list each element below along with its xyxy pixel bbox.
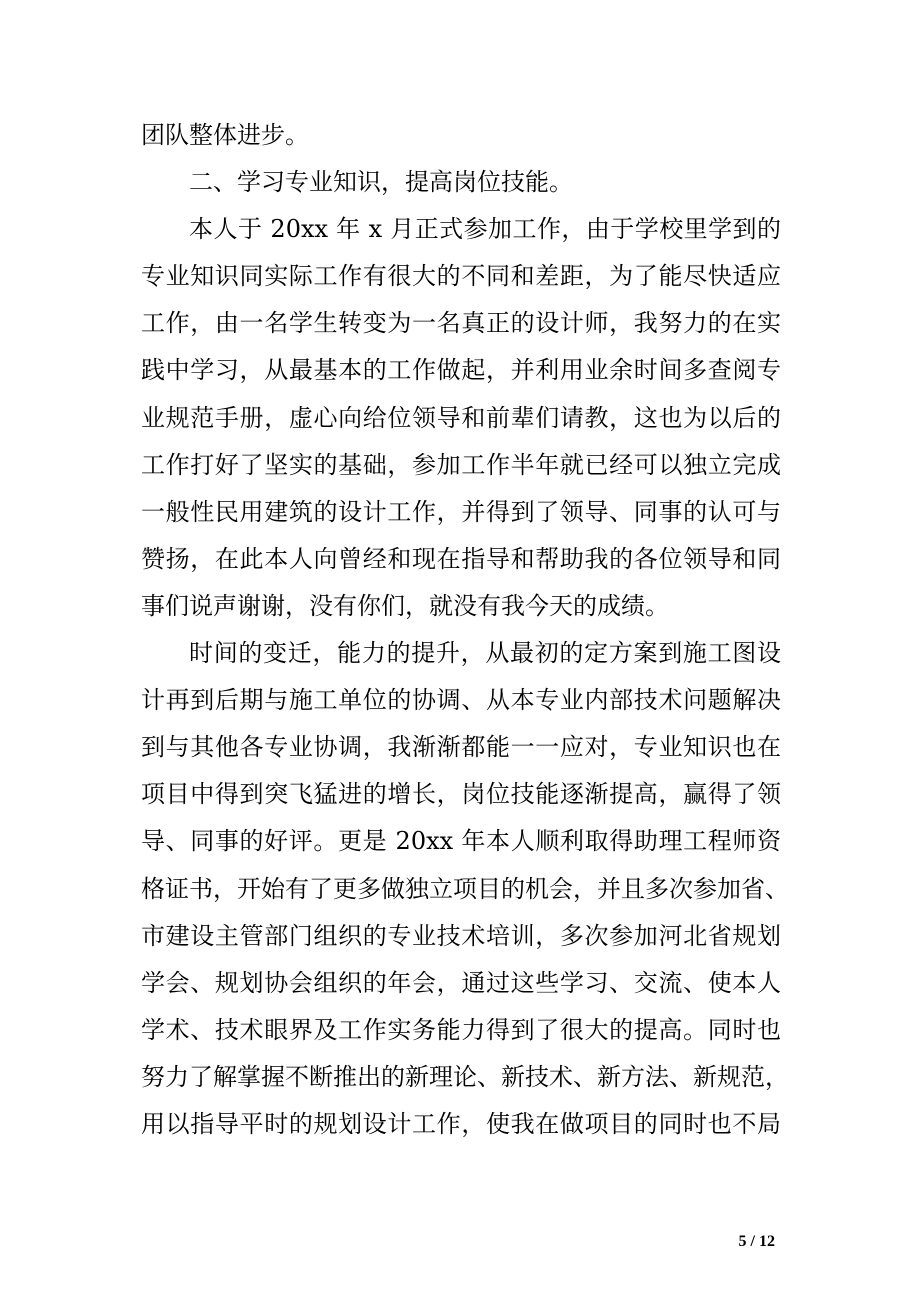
text-line: 践中学习，从最基本的工作做起，并利用业余时间多查阅专 (141, 356, 781, 385)
text-line: 工作打好了坚实的基础，参加工作半年就已经可以独立完成 (141, 450, 781, 479)
text-line: 计再到后期与施工单位的协调、从本专业内部技术问题解决 (141, 686, 781, 715)
text-line: 专业知识同实际工作有很大的不同和差距，为了能尽快适应 (141, 262, 781, 291)
text-line: 市建设主管部门组织的专业技术培训，多次参加河北省规划 (141, 921, 781, 950)
text-line: 导、同事的好评。更是 20xx 年本人顺利取得助理工程师资 (141, 827, 781, 856)
text-line: 团队整体进步。 (141, 121, 309, 149)
section-heading: 二、学习专业知识，提高岗位技能。 (189, 168, 573, 197)
text-line: 赞扬，在此本人向曾经和现在指导和帮助我的各位领导和同 (141, 544, 781, 573)
text-line: 学术、技术眼界及工作实务能力得到了很大的提高。同时也 (141, 1015, 781, 1044)
text-line: 到与其他各专业协调，我渐渐都能一一应对，专业知识也在 (141, 733, 781, 762)
text-line: 格证书，开始有了更多做独立项目的机会，并且多次参加省、 (141, 874, 789, 903)
text-line: 项目中得到突飞猛进的增长，岗位技能逐渐提高，赢得了领 (141, 780, 781, 809)
text-line: 事们说声谢谢，没有你们，就没有我今天的成绩。 (141, 591, 669, 620)
text-line: 时间的变迁，能力的提升，从最初的定方案到施工图设 (189, 639, 781, 668)
text-line: 用以指导平时的规划设计工作，使我在做项目的同时也不局 (141, 1109, 781, 1138)
text-line: 工作，由一名学生转变为一名真正的设计师，我努力的在实 (141, 309, 781, 338)
text-line: 本人于 20xx 年 x 月正式参加工作，由于学校里学到的 (189, 215, 781, 244)
body-text (141, 112, 789, 1148)
text-line: 学会、规划协会组织的年会，通过这些学习、交流、使本人 (141, 968, 781, 997)
text-line: 努力了解掌握不断推出的新理论、新技术、新方法、新规范， (141, 1062, 789, 1091)
page-number: 5 / 12 (738, 1233, 775, 1250)
text-line: 业规范手册，虚心向给位领导和前辈们请教，这也为以后的 (141, 403, 781, 432)
text-line: 一般性民用建筑的设计工作，并得到了领导、同事的认可与 (141, 497, 781, 526)
